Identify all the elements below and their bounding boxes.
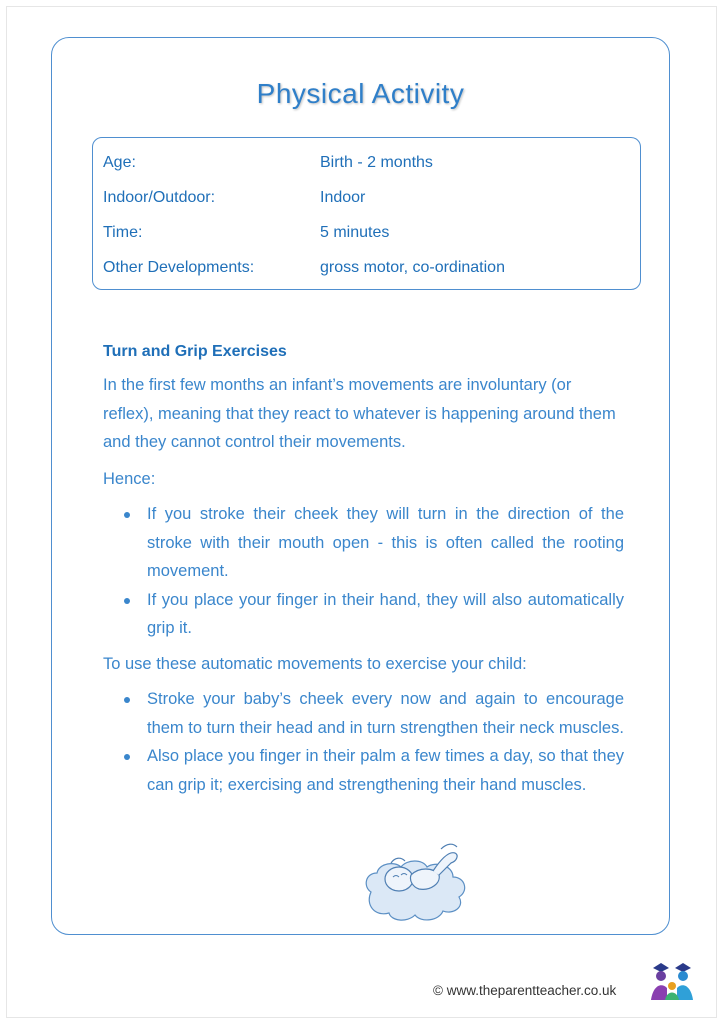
list-item-text: If you place your finger in their hand, they will also automatically grip it.: [147, 590, 624, 637]
bullet-icon: [124, 697, 130, 703]
bullet-icon: [124, 512, 130, 518]
info-value: gross motor, co-ordination: [320, 259, 505, 276]
activity-card: [51, 37, 670, 935]
info-value: 5 minutes: [320, 224, 390, 241]
exercise-list: [103, 685, 624, 799]
baby-on-cloud-icon: [361, 837, 471, 922]
list-item-text: If you stroke their cheek they will turn in the direction of the stroke with their mouth open - this is often called the rooting movement.: [147, 505, 624, 580]
page-title: Physical Activity: [256, 78, 465, 109]
hence-label: Hence:: [103, 469, 156, 488]
content: [103, 341, 624, 806]
list-item: [103, 685, 624, 742]
bullet-icon: [124, 598, 130, 604]
list-item: [103, 586, 624, 643]
info-label: Time:: [103, 224, 143, 241]
bullet-icon: [124, 754, 130, 760]
list-item: [103, 742, 624, 799]
info-value: Indoor: [320, 189, 366, 206]
info-box: [92, 137, 641, 290]
reflex-list: [103, 500, 624, 643]
list-item-text: Stroke your baby’s cheek every now and again to encourage them to turn their head and in turn strengthen their neck muscles.: [147, 690, 624, 737]
section-title: Turn and Grip Exercises: [103, 343, 287, 360]
intro-paragraph: In the first few months an infant’s movements are involuntary (or reflex), meaning that they react to whatever is happening around them and they cannot control their movements.: [103, 376, 616, 451]
info-value: Birth - 2 months: [320, 154, 433, 171]
footer-copyright: © www.theparentteacher.co.uk: [433, 983, 617, 998]
info-label: Indoor/Outdoor:: [103, 189, 216, 206]
list-item-text: Also place you finger in their palm a few times a day, so that they can grip it; exercising and strengthening their hand muscles.: [147, 747, 624, 794]
info-label: Other Developments:: [103, 259, 255, 276]
exercise-intro: To use these automatic movements to exercise your child:: [103, 654, 527, 673]
info-label: Age:: [103, 154, 136, 171]
list-item: [103, 500, 624, 586]
parent-teacher-logo-icon: [647, 960, 697, 1004]
